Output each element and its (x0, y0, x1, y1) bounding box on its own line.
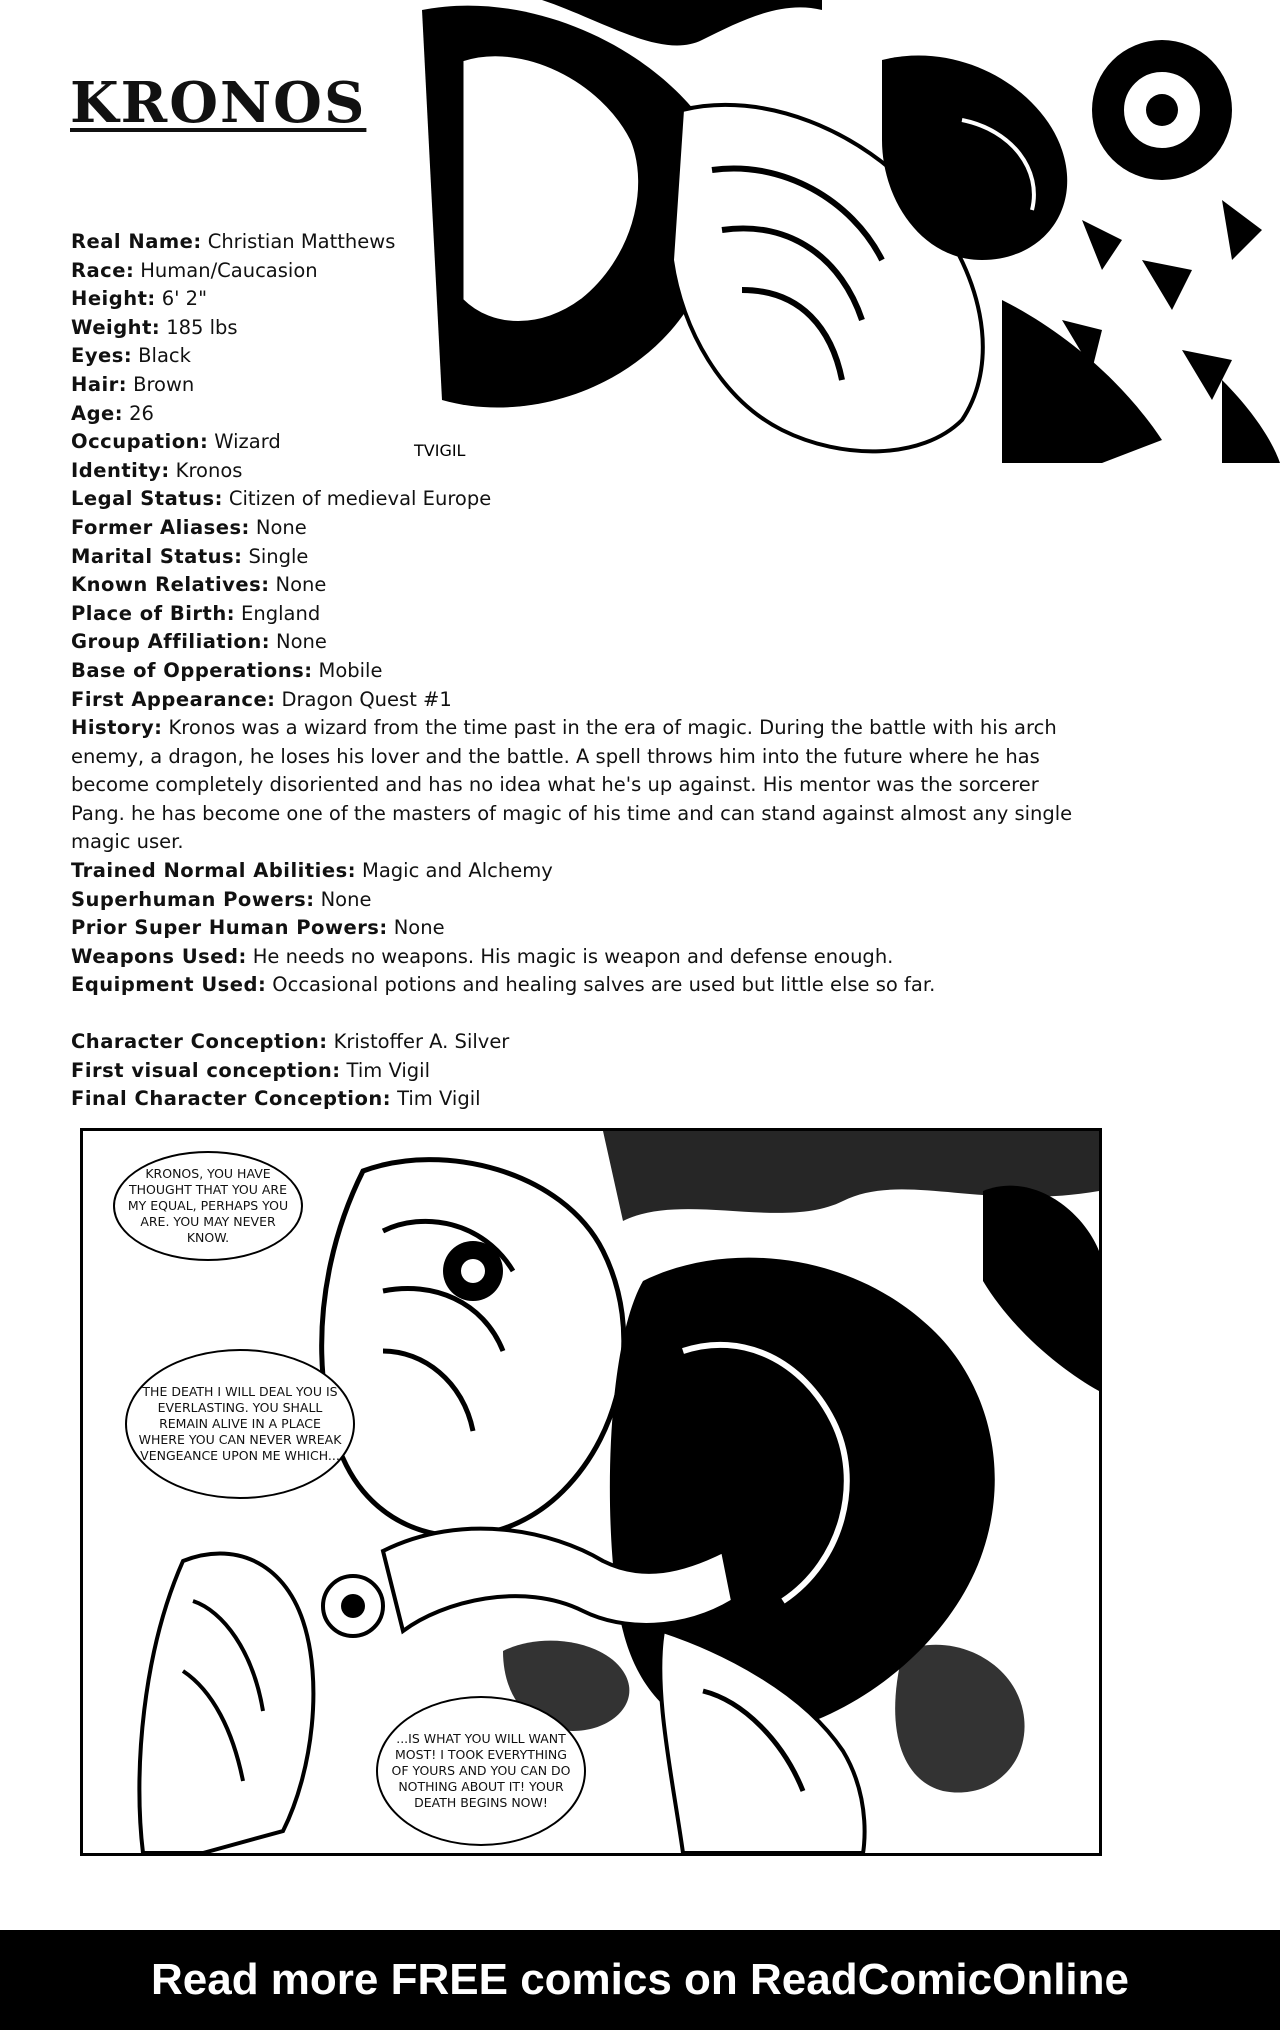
field-marital-status: Marital Status: Single (71, 544, 309, 568)
field-known-relatives: Known Relatives: None (71, 573, 327, 597)
field-former-aliases: Former Aliases: None (71, 515, 307, 539)
field-real-name: Real Name: Christian Matthews (71, 230, 396, 253)
field-race: Race: Human/Caucasion (71, 258, 318, 282)
artist-signature: TVIGIL (414, 441, 466, 460)
field-first-appearance: First Appearance: Dragon Quest #1 (71, 687, 452, 711)
comic-panel (80, 1128, 1102, 1856)
credit-first-visual: First visual conception: Tim Vigil (71, 1058, 430, 1082)
credit-final-character: Final Character Conception: Tim Vigil (71, 1087, 481, 1111)
field-occupation: Occupation: Wizard (71, 430, 281, 454)
speech-bubble-1: KRONOS, YOU HAVE THOUGHT THAT YOU ARE MY EQUAL, PERHAPS YOU ARE. YOU MAY NEVER KNOW. (113, 1151, 303, 1261)
field-hair: Hair: Brown (71, 372, 195, 396)
field-prior-powers: Prior Super Human Powers: None (71, 916, 445, 940)
field-identity: Identity: Kronos (71, 458, 243, 482)
credit-character-conception: Character Conception: Kristoffer A. Silver (71, 1030, 510, 1054)
field-base-of-operations: Base of Opperations: Mobile (71, 658, 383, 682)
field-trained-abilities: Trained Normal Abilities: Magic and Alchemy (71, 859, 553, 883)
speech-bubble-3: ...IS WHAT YOU WILL WANT MOST! I TOOK EVERYTHING OF YOURS AND YOU CAN DO NOTHING ABOUT IT! YOUR DEATH BEGINS NOW! (376, 1696, 586, 1846)
field-legal-status: Legal Status: Citizen of medieval Europe (71, 487, 492, 511)
field-age: Age: 26 (71, 401, 154, 425)
field-weight: Weight: 185 lbs (71, 315, 238, 339)
field-eyes: Eyes: Black (71, 344, 191, 368)
field-group-affiliation: Group Affiliation: None (71, 630, 327, 654)
promo-footer[interactable]: Read more FREE comics on ReadComicOnline (0, 1930, 1280, 2030)
page-title: KRONOS (70, 70, 367, 136)
field-equipment-used: Equipment Used: Occasional potions and healing salves are used but little else so far. (71, 973, 936, 997)
field-weapons-used: Weapons Used: He needs no weapons. His magic is weapon and defense enough. (71, 944, 894, 968)
field-height: Height: 6' 2" (71, 287, 208, 311)
field-superhuman-powers: Superhuman Powers: None (71, 887, 372, 911)
character-profile (71, 228, 1086, 1114)
field-place-of-birth: Place of Birth: England (71, 601, 321, 625)
field-history: History: Kronos was a wizard from the time past in the era of magic. During the battle with his arch enemy, a dragon, he loses his lover and the battle. A spell throws him into the future where he has become completely disoriented and has no idea what he's up against. His mentor was the sorcerer Pang. he has become one of the masters of magic of his time and can stand against almost any single magic user. (71, 716, 1073, 854)
speech-bubble-2: THE DEATH I WILL DEAL YOU IS EVERLASTING. YOU SHALL REMAIN ALIVE IN A PLACE WHERE YOU CAN NEVER WREAK VENGEANCE UPON ME WHICH... (125, 1349, 355, 1499)
